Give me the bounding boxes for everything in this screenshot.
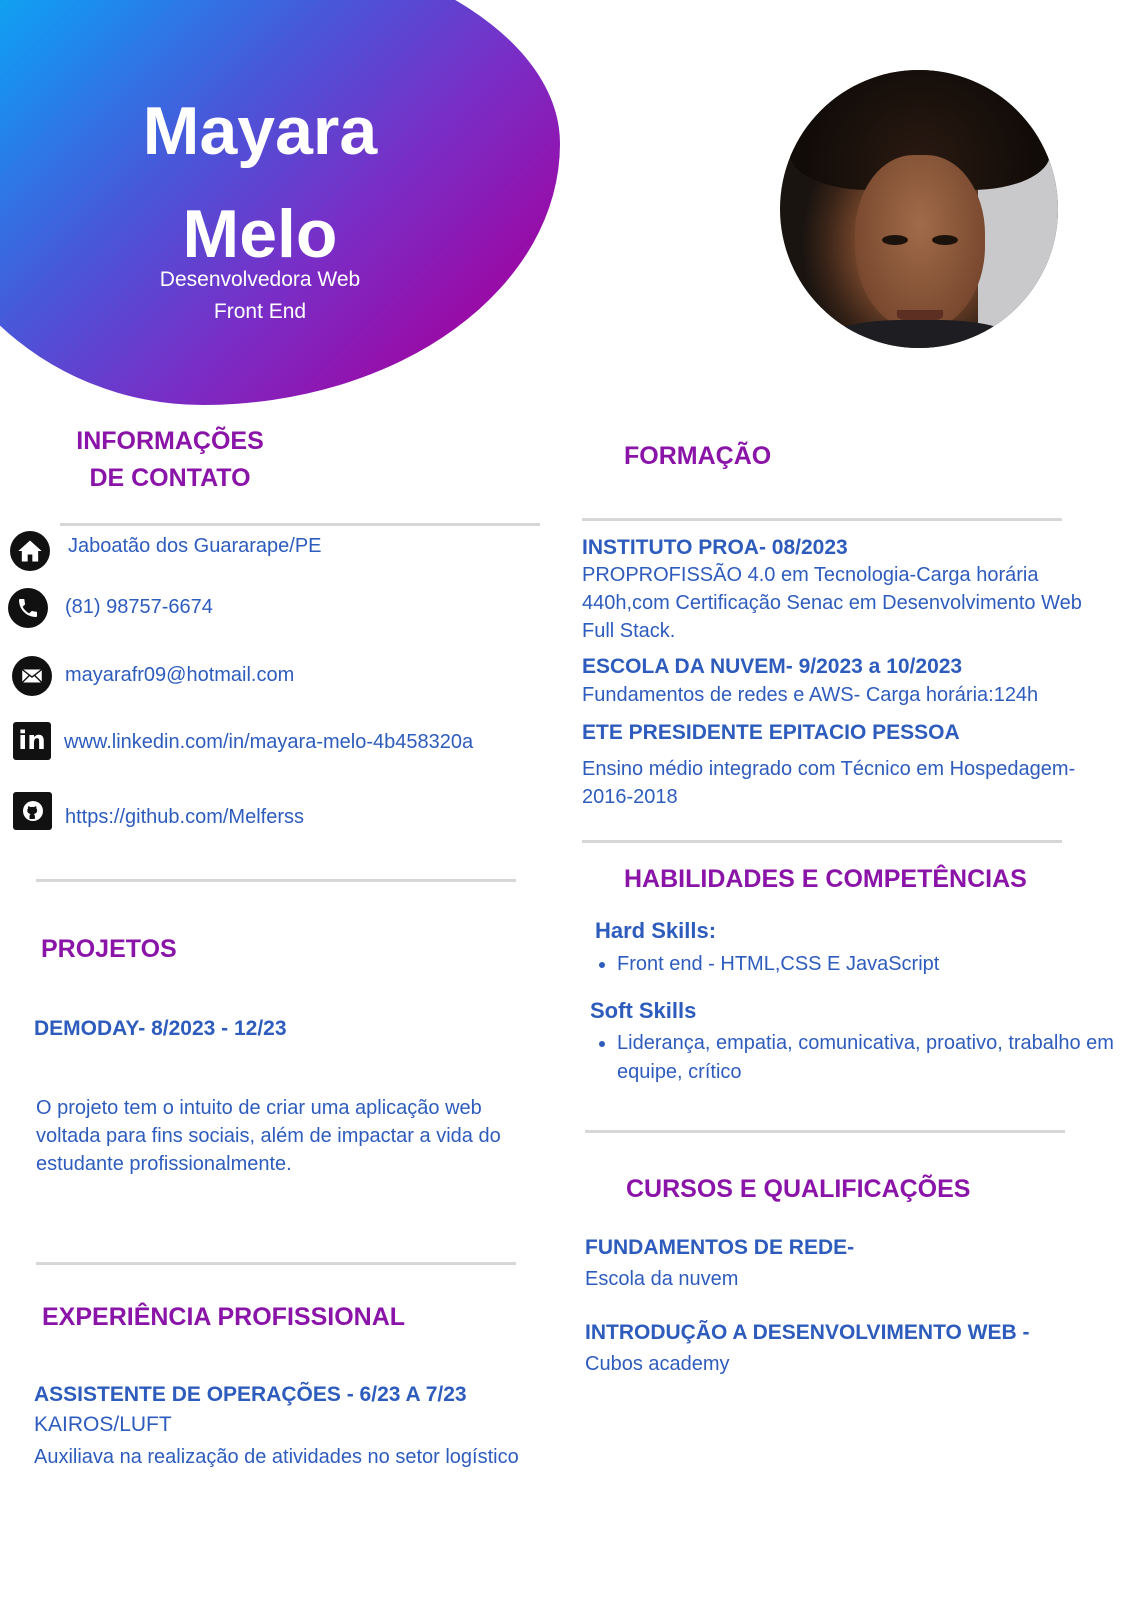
education-desc-line: 2016-2018: [582, 786, 678, 808]
course-provider: Cubos academy: [585, 1353, 730, 1375]
hard-skills-title: Hard Skills:: [595, 918, 717, 943]
last-name: Melo: [182, 196, 338, 272]
role-line-1: Desenvolvedora Web: [159, 268, 361, 291]
courses-title: CURSOS E QUALIFICAÇÕES: [626, 1175, 971, 1203]
linkedin-icon: in: [13, 722, 51, 760]
photo-eye-left: [882, 235, 908, 245]
github-icon: [13, 792, 52, 830]
contact-title: [60, 423, 280, 497]
experience-company: KAIROS/LUFT: [34, 1413, 172, 1436]
profile-photo: [780, 70, 1058, 348]
projects-title: PROJETOS: [41, 935, 177, 963]
divider: [36, 879, 516, 882]
name-heading: [110, 80, 410, 286]
education-title: FORMAÇÃO: [624, 442, 772, 470]
contact-phone[interactable]: (81) 98757-6674: [65, 596, 213, 618]
education-desc-line: Full Stack.: [582, 620, 676, 642]
project-desc-line: voltada para fins sociais, além de impactar a vida do: [36, 1125, 501, 1147]
contact-title-line-1: INFORMAÇÕES: [76, 427, 264, 455]
project-title: DEMODAY- 8/2023 - 12/23: [34, 1017, 287, 1040]
education-desc-line: 440h,com Certificação Senac em Desenvolvimento Web: [582, 592, 1082, 614]
education-desc-line: Ensino médio integrado com Técnico em Hospedagem-: [582, 758, 1076, 780]
education-item-title: ETE PRESIDENTE EPITACIO PESSOA: [582, 721, 960, 744]
course-title: INTRODUÇÃO A DESENVOLVIMENTO WEB -: [585, 1321, 1030, 1344]
phone-icon: [8, 588, 48, 628]
education-desc-line: Fundamentos de redes e AWS- Carga horária:124h: [582, 684, 1039, 706]
education-item-description: [582, 755, 1075, 811]
contact-email[interactable]: mayarafr09@hotmail.com: [65, 664, 295, 686]
soft-skills-list: [585, 1029, 1131, 1087]
divider: [582, 840, 1062, 843]
education-item-title: INSTITUTO PROA- 08/2023: [582, 536, 848, 559]
education-desc-line: PROPROFISSÃO 4.0 em Tecnologia-Carga horária: [582, 564, 1039, 586]
list-item: • Front end - HTML,CSS E JavaScript: [617, 950, 1127, 979]
project-desc-line: O projeto tem o intuito de criar uma aplicação web: [36, 1097, 482, 1119]
role-subtitle: [110, 264, 410, 328]
soft-skills-title: Soft Skills: [590, 998, 697, 1023]
contact-linkedin[interactable]: www.linkedin.com/in/mayara-melo-4b458320a: [64, 731, 474, 753]
photo-eye-right: [932, 235, 958, 245]
project-desc-line: estudante profissionalmente.: [36, 1153, 292, 1175]
role-line-2: Front End: [213, 300, 307, 323]
experience-title: EXPERIÊNCIA PROFISSIONAL: [42, 1303, 406, 1331]
first-name: Mayara: [142, 93, 378, 169]
divider: [60, 523, 540, 526]
project-description: [36, 1094, 501, 1178]
skills-title: HABILIDADES E COMPETÊNCIAS: [624, 865, 1027, 893]
education-item-title: ESCOLA DA NUVEM- 9/2023 a 10/2023: [582, 655, 963, 678]
experience-role: ASSISTENTE DE OPERAÇÕES - 6/23 A 7/23: [34, 1383, 467, 1406]
divider: [582, 518, 1062, 521]
divider: [36, 1262, 516, 1265]
education-item-description: [582, 681, 1038, 709]
contact-location: Jaboatão dos Guararape/PE: [68, 535, 322, 557]
course-provider: Escola da nuvem: [585, 1268, 739, 1290]
contact-title-line-2: DE CONTATO: [89, 464, 251, 492]
experience-description: Auxiliava na realização de atividades no setor logístico: [34, 1446, 519, 1468]
contact-github[interactable]: https://github.com/Melferss: [65, 806, 304, 828]
list-item: • Liderança, empatia, comunicativa, proativo, trabalho em equipe, crítico: [617, 1029, 1131, 1087]
home-icon: [10, 531, 50, 571]
hard-skills-list: [585, 950, 1127, 979]
email-icon: [12, 656, 52, 696]
course-title: FUNDAMENTOS DE REDE-: [585, 1236, 855, 1259]
photo-face: [855, 155, 985, 330]
education-item-description: [582, 561, 1082, 645]
divider: [585, 1130, 1065, 1133]
